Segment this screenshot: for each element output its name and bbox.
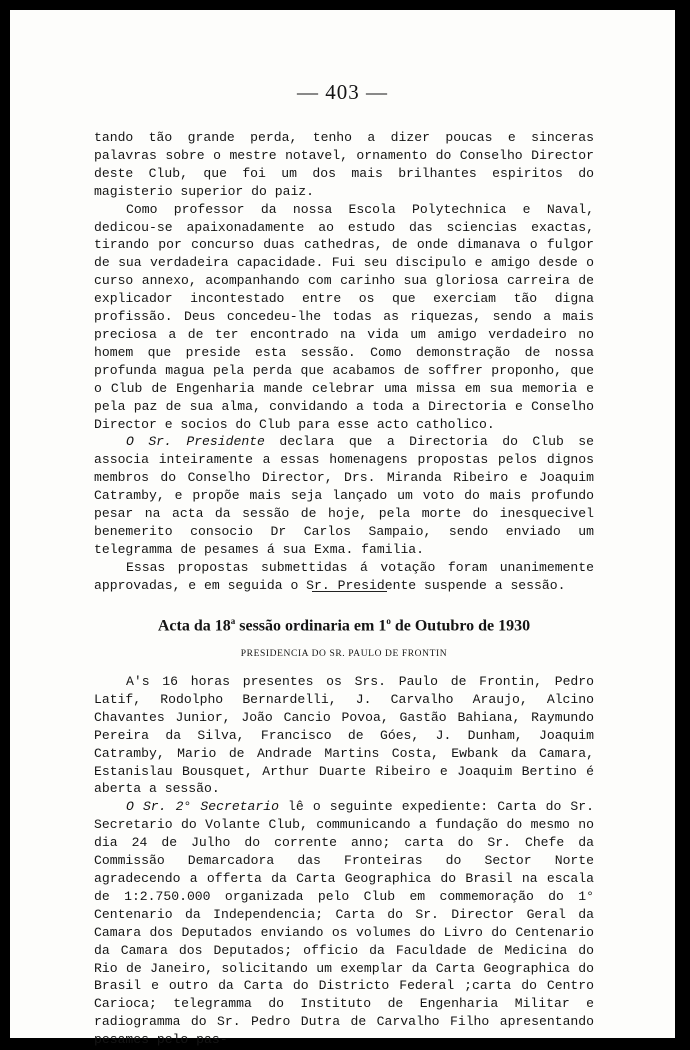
paragraph-president-declaration [94, 433, 594, 558]
speaker-secretary: O Sr. 2° Secretario [126, 799, 279, 815]
presidency-line: PRESIDENCIA DO SR. PAULO DE FRONTIN [240, 649, 448, 659]
act-heading-part: de Outubro de 1930 [390, 617, 531, 635]
act-heading-ordinal: o [386, 616, 391, 626]
document-page [10, 10, 675, 1048]
act-heading-ordinal: a [230, 616, 236, 626]
speaker-president: O Sr. Presidente [126, 434, 265, 450]
paragraph-continuation: tando tão grande perda, tenho a dizer poucas e sinceras palavras sobre o mestre notavel, ornamento do Conselho Director deste Club, que foi um dos mais brilhantes espiritos do magisterio superior do paiz. [94, 130, 594, 199]
act-body-text [94, 673, 594, 1049]
correspondence-text: lê o seguinte expediente: Carta do Sr. Secretario do Volante Club, communicando a fundação do mesmo no dia 24 de Julho do corrente anno; carta do Sr. Chefe da Commissão Demarcadora das Fronteiras do Sector Norte agradecendo a offerta da Carta Geographica do Brasil na escala de 1:2.750.000 organizada pelo Club em commemoração do 1° Centenario da Independencia; Carta do Sr. Director Geral da Camara dos Deputados enviando os volumes do Livro do Centenario da Camara dos Deputados; officio da Faculdade de Medicina do Rio de Janeiro, solicitando um exemplar da Carta Geographica do Brasil e outro da Carta do Districto Federal ;carta do Centro Carioca; telegramma do Instituto de Engenharia Militar e radiogramma do Sr. Pedro Dutra de Carvalho Filho apresentando pesames pelo pas- [94, 799, 594, 1048]
paragraph-correspondence [94, 798, 594, 1049]
paragraph-tribute: Como professor da nossa Escola Polytechnica e Naval, dedicou-se apaixonadamente ao estudo das sciencias exactas, tirando por concurso duas cathedras, de onde dimanava o fulgor de sua verdadeira capacidade. Fui seu discipulo e amigo desde o curso annexo, acompanhando com carinho sua gloriosa carreira de explicador incontestado entre os que exerciam tão digna profissão. Deus concedeu-lhe todas as riquezas, sendo a mais preciosa a de ter encontrado na vida um amigo verdadeiro no homem que preside esta sessão. Como demonstração de nossa profunda magua pela perda que acabamos de soffrer proponho, que o Club de Engenharia mande celebrar uma missa em sua memoria e pela paz de sua alma, convidando a toda a Directoria e Conselho Director e socios do Club para esse acto catholico. [94, 201, 594, 432]
paragraph-approval: Essas propostas submettidas á votação foram unanimemente approvadas, e em seguida o Sr. Presidente suspende a sessão. [94, 559, 594, 593]
session-closing-text [94, 129, 594, 595]
page-number: — 403 — [297, 80, 388, 104]
section-divider [312, 591, 387, 592]
paragraph-attendance: A's 16 horas presentes os Srs. Paulo de Frontin, Pedro Latif, Rodolpho Bernardelli, J. Carvalho Araujo, Alcino Chavantes Junior, João Cancio Povoa, Gastão Bahiana, Raymundo Pereira da Silva, Francisco de Góes, J. Dunham, Joaquim Catramby, Mario de Andrade Martins Costa, Ewbank da Camara, Estanislau Bousquet, Arthur Duarte Ribeiro e Joaquim Bertino é aberta a sessão. [94, 674, 594, 797]
president-declaration-text: declara que a Directoria do Club se associa inteiramente a essas homenagens propostas pelos dignos membros do Conselho Director, Drs. Miranda Ribeiro e Joaquim Catramby, e propõe mais seja lançado um voto do mais profundo pesar na acta da sessão de hoje, pela morte do inesquecivel benemerito consocio Dr Carlos Sampaio, sendo enviado um telegramma de pesames á sua Exma. familia. [94, 434, 594, 557]
act-heading-part: sessão ordinaria em 1 [235, 617, 387, 635]
act-heading [94, 616, 594, 635]
act-heading-part: Acta da 18 [157, 617, 231, 635]
